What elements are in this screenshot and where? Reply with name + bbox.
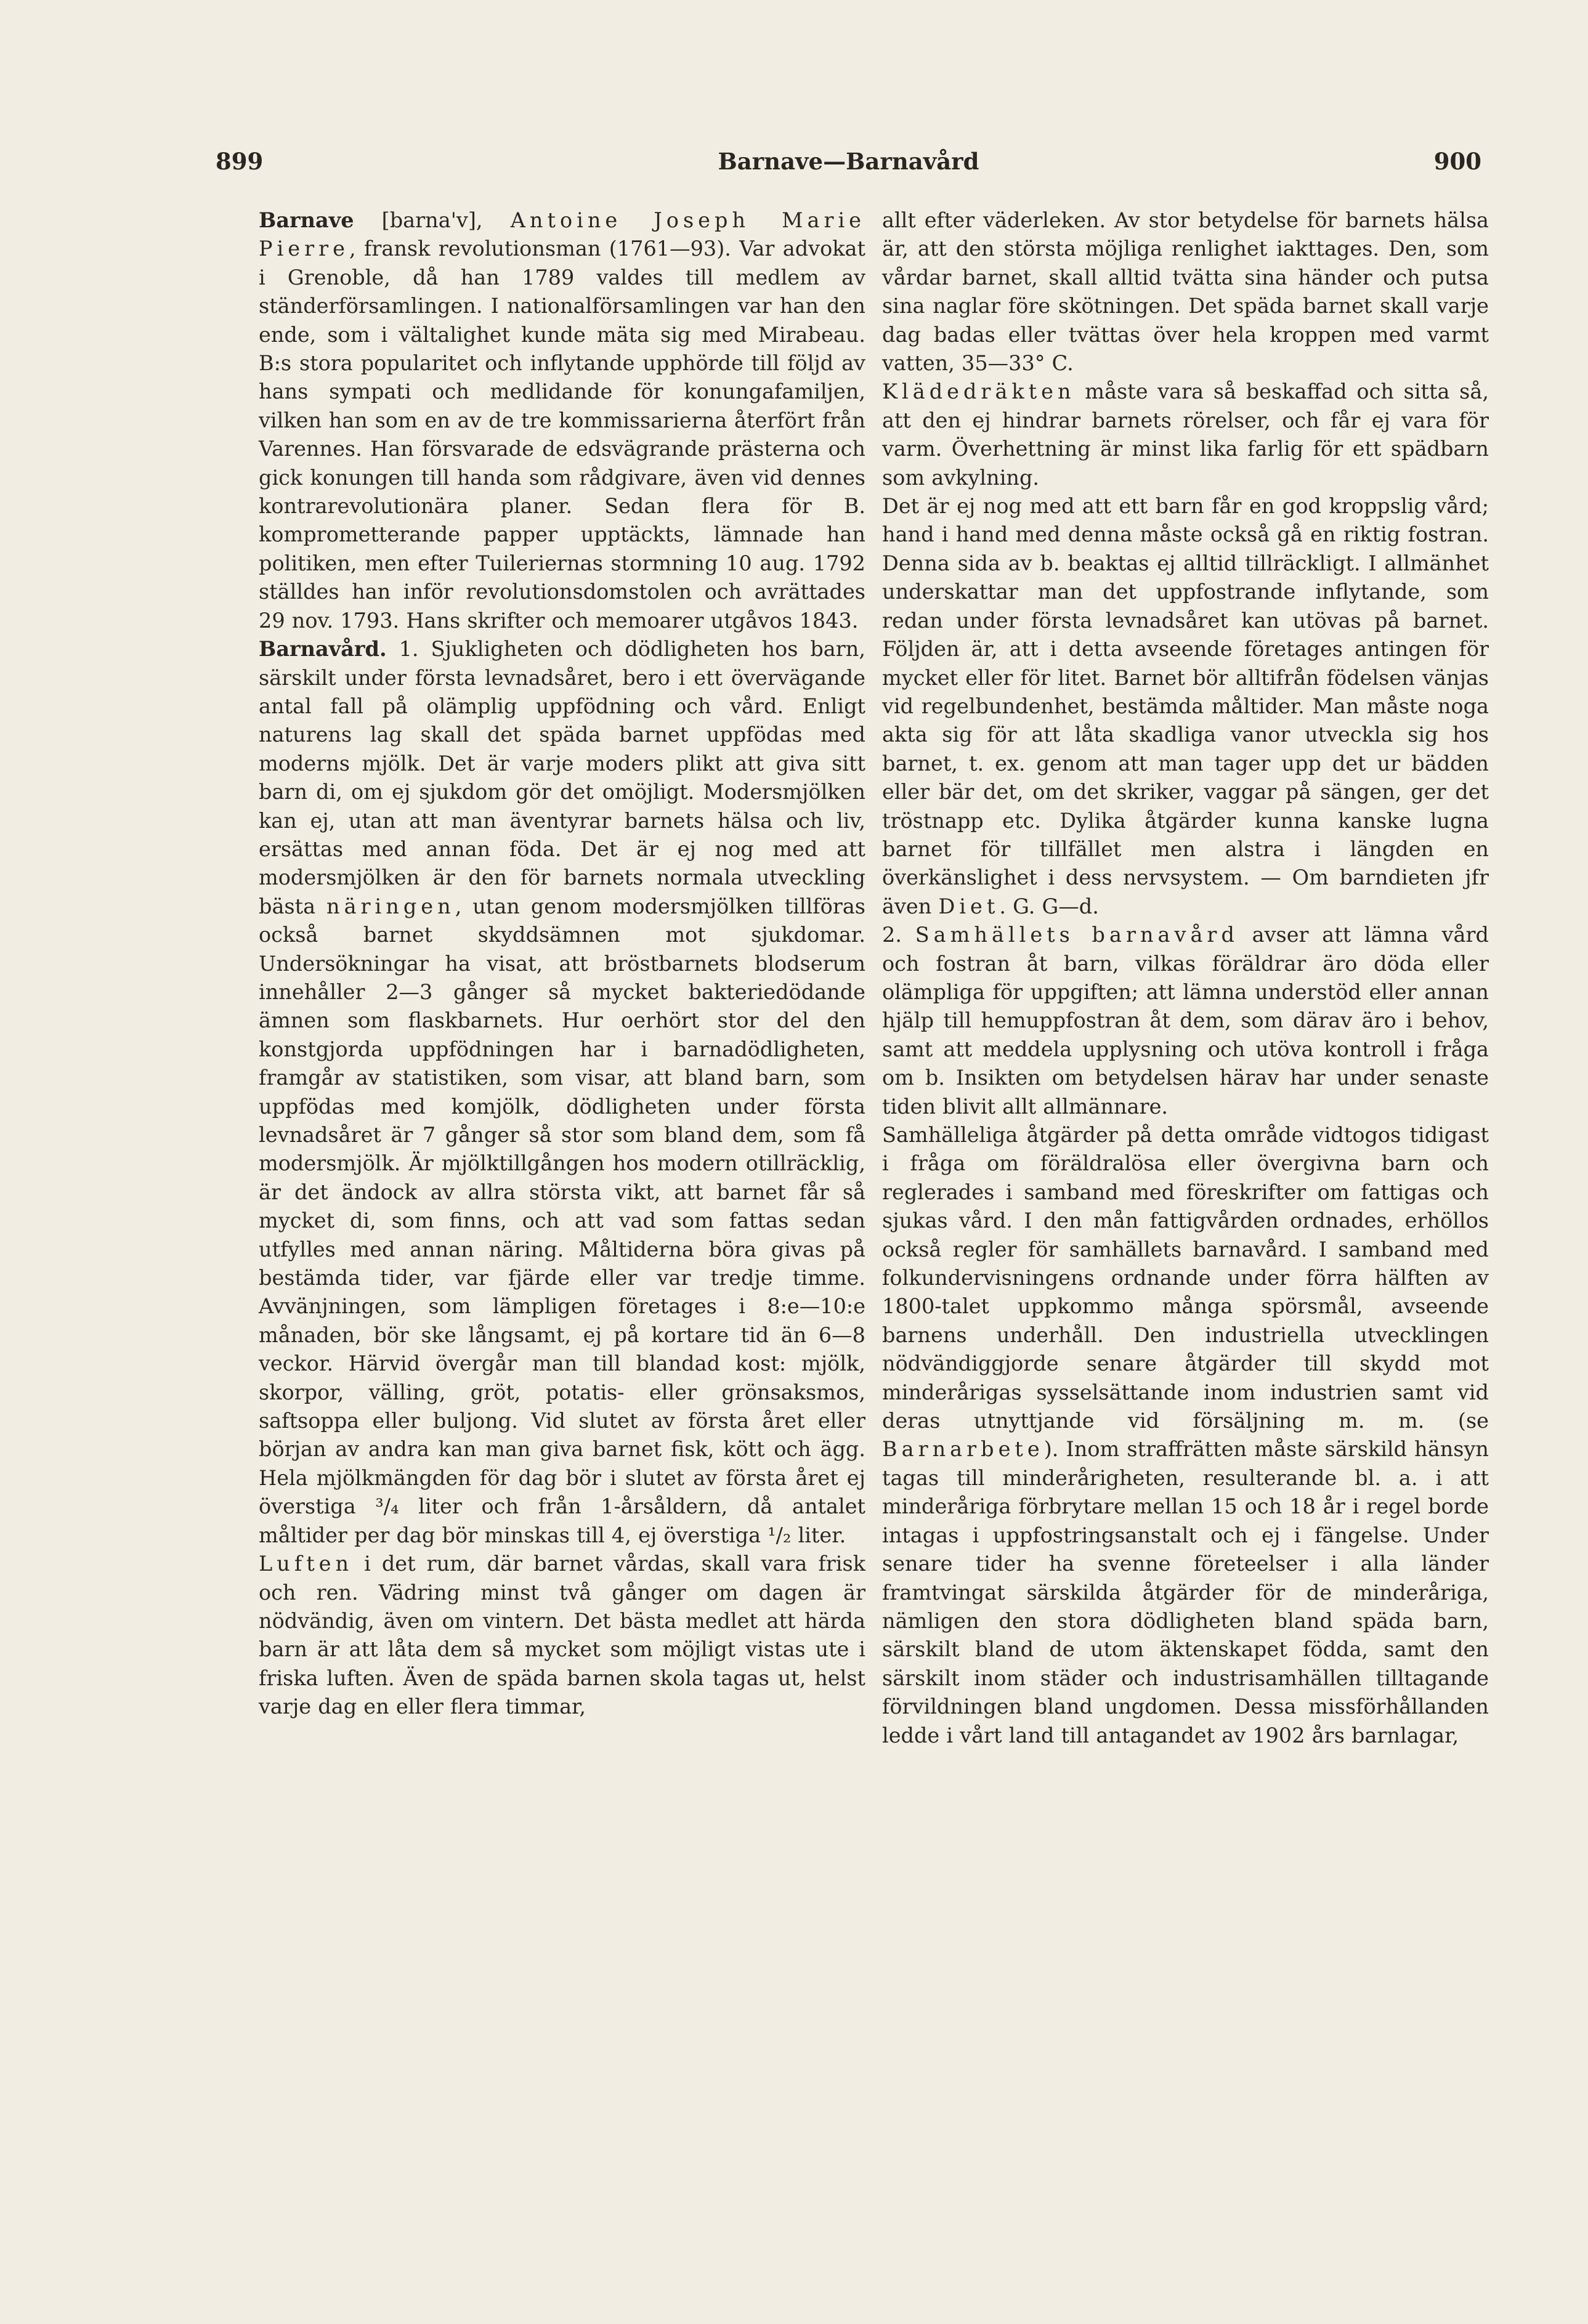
body-text: 1. Sjukligheten och dödligheten hos barn, särskilt under första levnadsåret, bero i ett övervägande antal fall på olämplig uppfödning och vård. Enligt naturens lag skall det späda barnet uppfödas med moderns mjölk. Det är varje moders plikt att giva sitt barn di, om ej sjukdom gör det omöjligt. Modersmjölken kan ej, utan att man äventyrar barnets hälsa och liv, ersättas med annan föda. Det är ej nog med att modersmjölken är den för barnets normala utveckling bästa — [259, 637, 865, 918]
spaced-emphasis: Samhällets barnavård — [915, 923, 1239, 947]
running-title: Barnave—Barnavård — [718, 148, 979, 175]
entry-barnave — [259, 206, 865, 635]
paragraph-fostran — [882, 492, 1489, 921]
body-text: allt efter väderleken. Av stor betydelse för barnets hälsa är, att den största möjliga renlighet iakttages. Den, som vårdar barnet, skall alltid tvätta sina händer och putsa sina naglar före skötningen. Det späda barnet skall varje dag badas eller tvättas över hela kroppen med varmt vatten, 35—33° C. — [882, 208, 1489, 376]
page-number-left: 899 — [216, 148, 264, 175]
body-text: [barna'v], — [354, 208, 511, 232]
spaced-emphasis: Klädedräkten — [882, 379, 1076, 404]
body-text: . G. G—d. — [999, 894, 1099, 918]
body-text: ). Inom straffrätten måste särskild hänsyn tagas till minderårigheten, resulterande bl. a. i att minderåriga förbrytare mellan 15 och 18 år i regel borde intagas i uppfostringsanstalt och ej i fängelse. Under senare tider ha svenne företeelser i alla länder framtvingat särskilda åtgärder för de minderåriga, nämligen den stora dödligheten bland späda barn, särskilt bland de utom äktenskapet födda, samt den särskilt inom städer och industrisamhällen tilltagande förvildningen bland ungdomen. Dessa missförhållanden ledde i vårt land till antagandet av 1902 års barnlagar, — [882, 1437, 1489, 1747]
body-text: 2. — [882, 923, 915, 947]
spaced-emphasis: Barnarbete — [882, 1437, 1044, 1462]
body-text: i det rum, där barnet vårdas, skall vara frisk och ren. Vädring minst två gånger om dagen är nödvändig, även om vintern. Det bästa medlet att härda barn är att låta dem så mycket som möjligt vistas ute i friska luften. Även de späda barnen skola tagas ut, helst varje dag en eller flera timmar, — [259, 1552, 865, 1719]
entry-headword: Barnave — [259, 208, 354, 232]
entry-headword: Barnavård. — [259, 637, 387, 662]
spaced-emphasis: Antoine Joseph Marie Pierre — [259, 208, 865, 261]
entry-barnavard-part1 — [259, 635, 865, 1550]
body-text: avser att lämna vård och fostran åt barn, vilkas föräldrar äro döda eller olämpliga för uppgiften; att lämna understöd eller annan hjälp till hemuppfostran åt dem, som därav äro i behov, samt att meddela upplysning och utöva kontroll i fråga om b. Insikten om betydelsen härav har under senaste tiden blivit allt allmännare. — [882, 923, 1489, 1119]
entry-barnavard-part2 — [882, 921, 1489, 1121]
spaced-emphasis: Diet — [938, 894, 1000, 918]
body-text: , fransk revolutionsman (1761—93). Var advokat i Grenoble, då han 1789 valdes till medlem av ständerförsamlingen. I nationalförsamlingen var han den ende, som i vältalighet kunde mäta sig med Mirabeau. B:s stora popularitet och inflytande upphörde till följd av hans sympati och medlidande för konungafamiljen, vilken han som en av de tre kommissarierna återfört från Varennes. Han försvarade de edsvägrande prästerna och gick konungen till handa som rådgivare, även vid dennes kontrarevolutionära planer. Sedan flera för B. komprometterande papper upptäckts, lämnade han politiken, men efter Tuileriernas stormning 10 aug. 1792 ställdes han inför revolutionsdomstolen och avrättades 29 nov. 1793. Hans skrifter och memoarer utgåvos 1843. — [259, 237, 865, 633]
page-number-right: 900 — [1433, 148, 1481, 175]
spaced-emphasis: näringen — [326, 894, 455, 918]
body-text: Samhälleliga åtgärder på detta område vidtogos tidigast i fråga om föräldralösa eller övergivna barn och reglerades i samband med föreskrifter om fattigas och sjukas vård. I den mån fattigvården ordnades, erhöllos också regler för samhällets barnavård. I samband med folkundervisningens ordnande under förra hälften av 1800-talet uppkommo många spörsmål, avseende barnens underhåll. Den industriella utvecklingen nödvändiggjorde senare åtgärder till skydd mot minderårigas sysselsättande inom industrien samt vid deras utnyttjande vid försäljning m. m. (se — [882, 1123, 1489, 1433]
body-text: måste vara så beskaffad och sitta så, att den ej hindrar barnets rörelser, och får ej vara för varm. Överhettning är minst lika farlig för ett spädbarn som avkylning. — [882, 379, 1489, 490]
body-text: Det är ej nog med att ett barn får en god kroppslig vård; hand i hand med denna måste också gå en riktig fostran. Denna sida av b. beaktas ej alltid tillräckligt. I allmänhet underskattar man det uppfostrande inflytande, som redan under första levnadsåret kan utövas på barnet. Följden är, att i detta avseende företages antingen för mycket eller för litet. Barnet bör alltifrån födelsen vänjas vid regelbundenhet, bestämda måltider. Man måste noga akta sig för att låta skadliga vanor utveckla sig hos barnet, t. ex. genom att man tager upp det ur bädden eller bär det, om det skriker, vaggar på sängen, ger det tröstnapp etc. Dylika åtgärder kunna kanske lugna barnet för tillfället men alstra i längden en överkänslighet i dess nervsystem. — Om barndieten jfr även — [882, 494, 1489, 918]
spaced-emphasis: Luften — [259, 1552, 354, 1576]
running-header — [216, 148, 1481, 185]
left-column — [259, 206, 865, 1722]
paragraph-samhalleliga — [882, 1121, 1489, 1750]
right-column — [882, 206, 1489, 1750]
paragraph-renlighet — [882, 206, 1489, 378]
body-text: , utan genom modersmjölken tillföras också barnet skyddsämnen mot sjukdomar. Undersökningar ha visat, att bröstbarnets blodserum innehåller 2—3 gånger så mycket bakteriedödande ämnen som flaskbarnets. Hur oerhört stor del den konstgjorda uppfödningen har i barnadödligheten, framgår av statistiken, som visar, att bland barn, som uppfödas med komjölk, dödligheten under första levnadsåret är 7 gånger så stor som bland dem, som få modersmjölk. Är mjölktillgången hos modern otillräcklig, är det ändock av allra största vikt, att barnet får så mycket di, som finns, och att vad som fattas sedan utfylles med annan näring. Måltiderna böra givas på bestämda tider, var fjärde eller var tredje timme. Avvänjningen, som lämpligen företages i 8:e—10:e månaden, bör ske långsamt, ej på kortare tid än 6—8 veckor. Härvid övergår man till blandad kost: mjölk, skorpor, välling, gröt, potatis- eller grönsaksmos, saftsoppa eller buljong. Vid slutet av första året eller början av andra kan man giva barnet fisk, kött och ägg. Hela mjölkmängden för dag bör i slutet av första året ej överstiga ³/₄ liter och från 1-årsåldern, då antalet måltider per dag bör minskas till 4, ej överstiga ¹/₂ liter. — [259, 894, 865, 1547]
paragraph-kladedrakten — [882, 378, 1489, 492]
paragraph-luften — [259, 1550, 865, 1721]
